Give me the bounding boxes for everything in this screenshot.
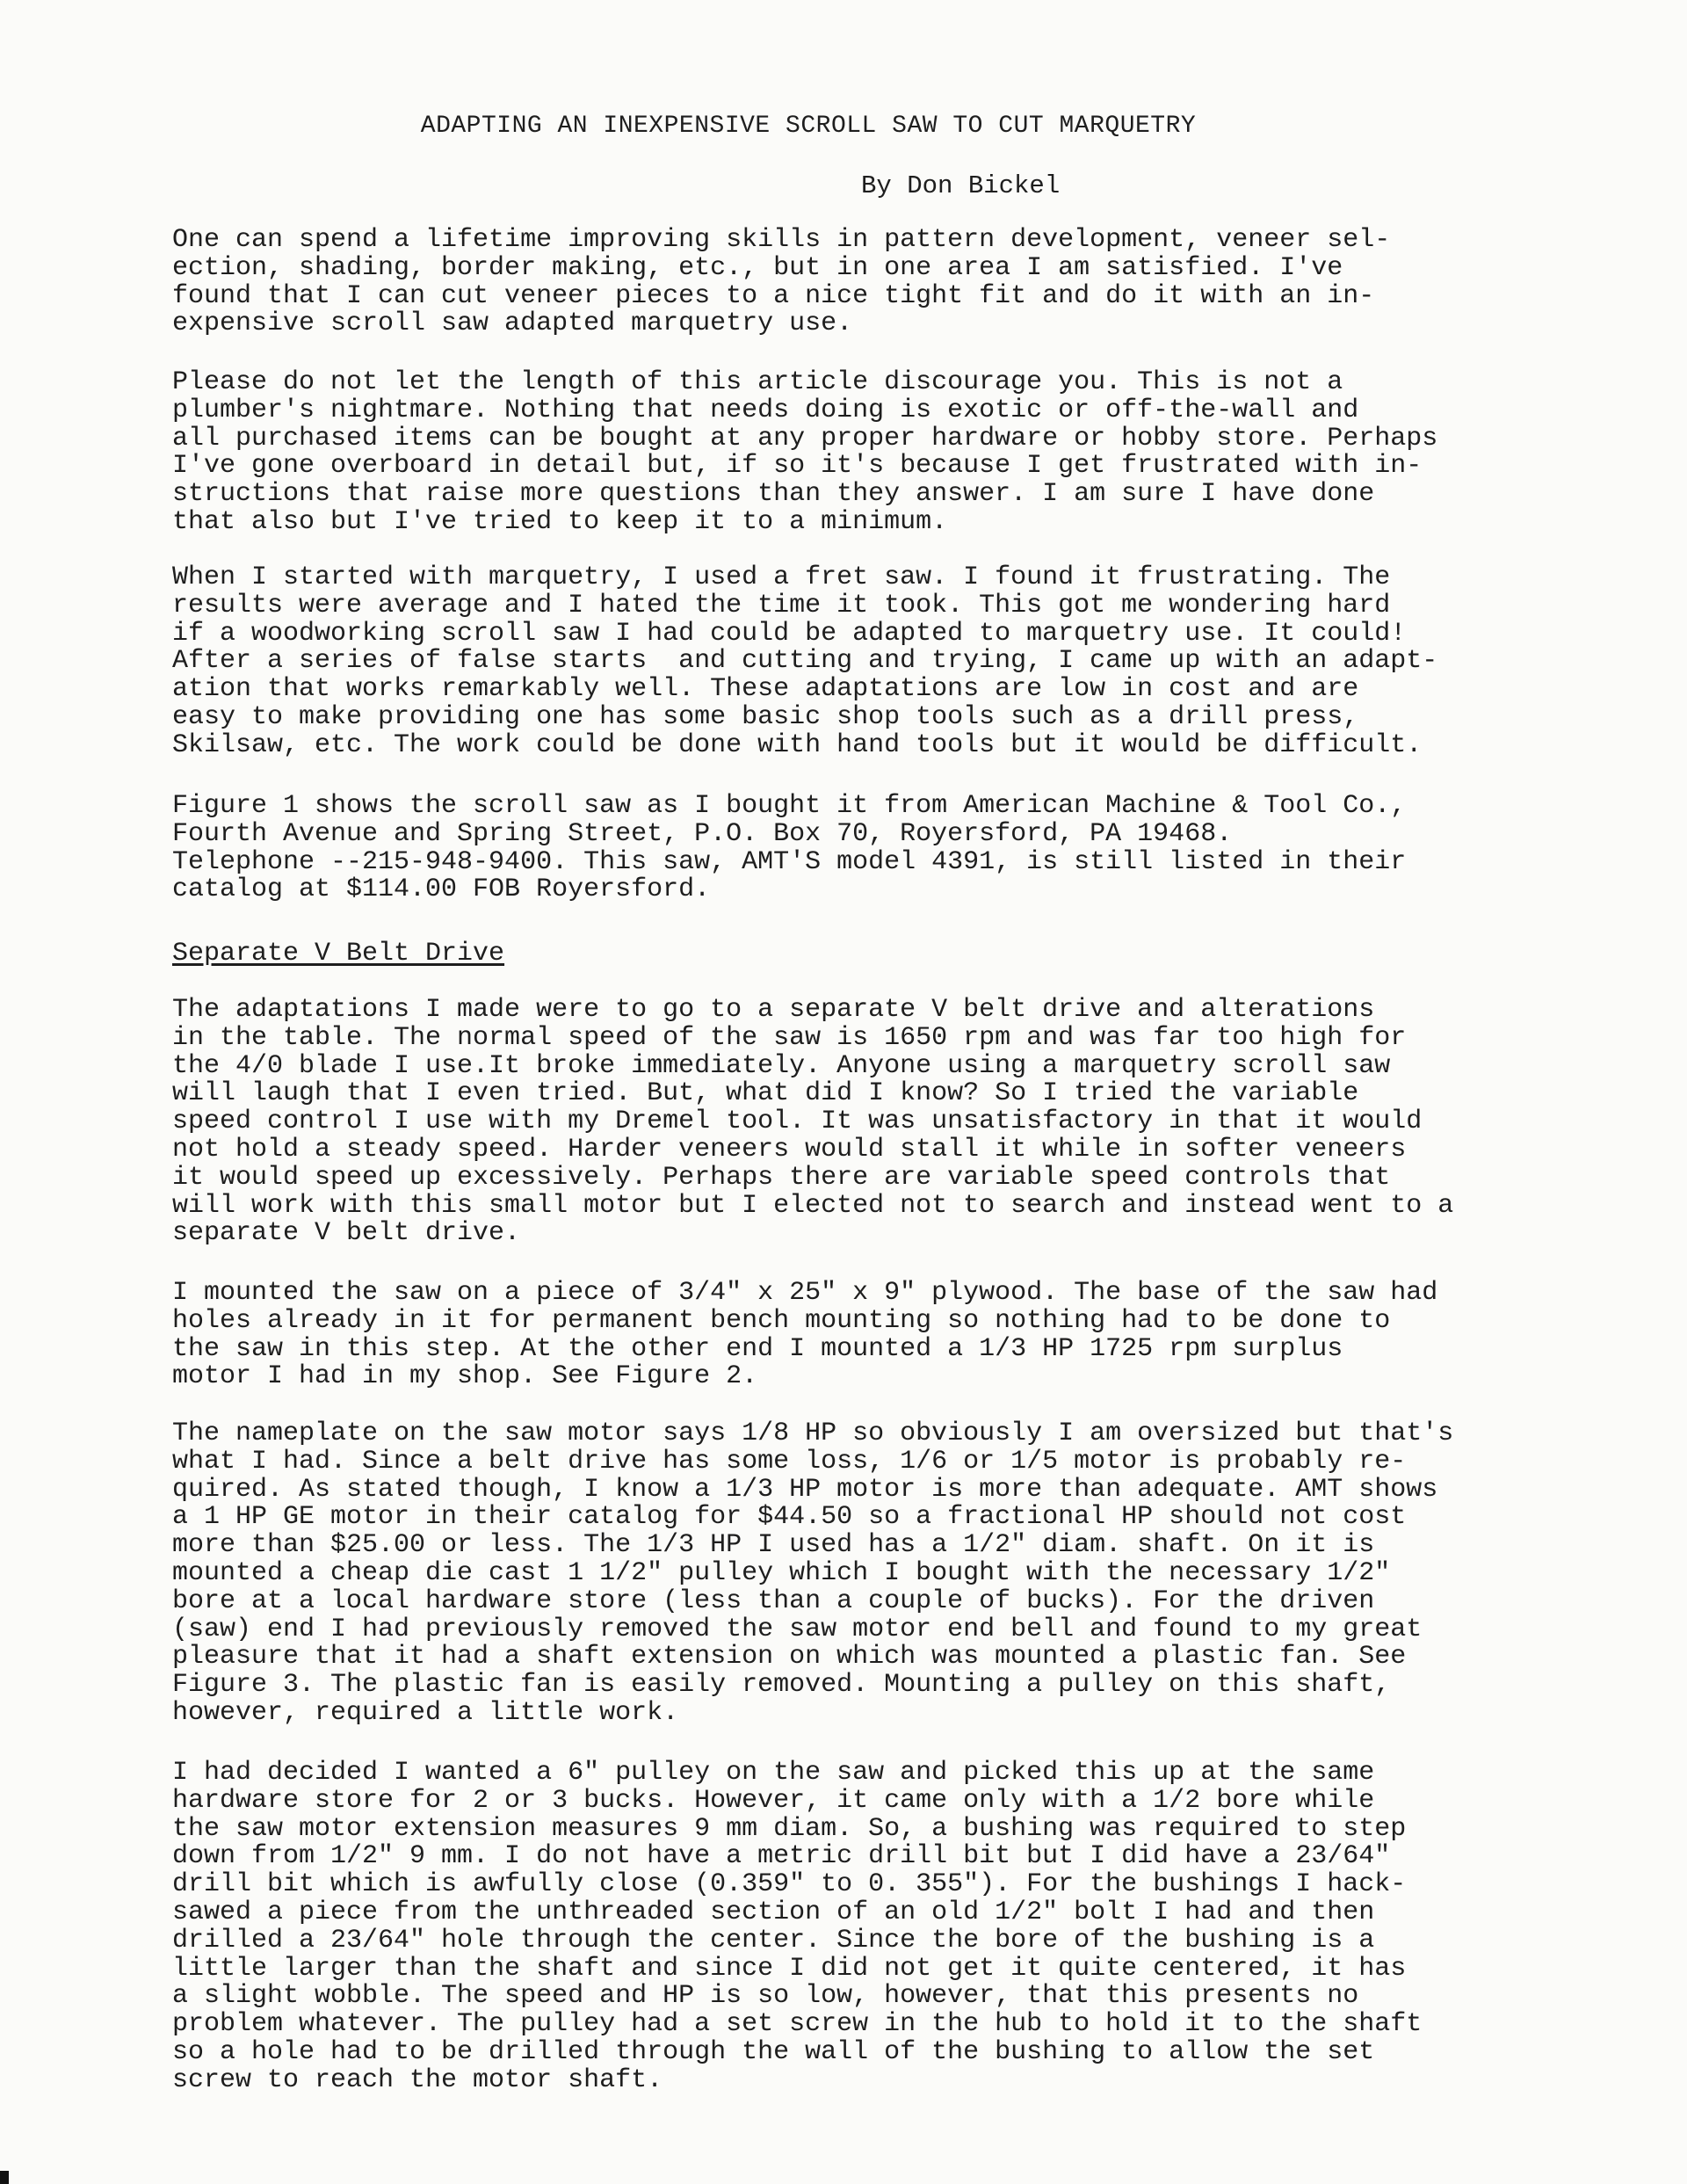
- paragraph-nameplate: The nameplate on the saw motor says 1/8 HP so obviously I am oversized but that's what I had. Since a belt drive has some loss, 1/6 or 1/5 motor is probably re- quired. As stated though, I know a 1/3 HP motor is more than adequate. AMT shows a 1 HP GE motor in their catalog for $44.50 so a fractional HP should not cost more than $25.00 or less. The 1/3 HP I used has a 1/2" diam. shaft. On it is mounted a cheap die cast 1 1/2" pulley which I bought with the necessary 1/2" bore at a local hardware store (less than a couple of bucks). For the driven (saw) end I had previously removed the saw motor end bell and found to my great pleasure that it had a shaft extension on which was mounted a plastic fan. See Figure 3. The plastic fan is easily removed. Mounting a pulley on this shaft, however, required a little work.: [172, 1419, 1454, 1728]
- author-byline: By Don Bickel: [861, 171, 1061, 200]
- paragraph-adaptations: The adaptations I made were to go to a separate V belt drive and alterations in the table. The normal speed of the saw is 1650 rpm and was far too high for the 4/0 blade I use.It broke immediately. Anyone using a marquetry scroll saw will laugh that I even tried. But, what did I know? So I tried the variable speed control I use with my Dremel tool. It was unsatisfactory in that it would not hold a steady speed. Harder veneers would stall it while in softer veneers it would speed up excessively. Perhaps there are variable speed controls that will work with this small motor but I elected not to search and instead went to a separate V belt drive.: [172, 995, 1454, 1249]
- paragraph-figure-1: Figure 1 shows the scroll saw as I bought it from American Machine & Tool Co., Fourth Avenue and Spring Street, P.O. Box 70, Royersford, PA 19468. Telephone --215-948-9400. This saw, AMT'S model 4391, is still listed in their catalog at $114.00 FOB Royersford.: [172, 791, 1407, 905]
- article-title: ADAPTING AN INEXPENSIVE SCROLL SAW TO CUT MARQUETRY: [420, 112, 1197, 140]
- paragraph-fret-saw: When I started with marquetry, I used a fret saw. I found it frustrating. The results were average and I hated the time it took. This got me wondering hard if a woodworking scroll saw I had could be adapted to marquetry use. It could! After a series of false starts and cutting and trying, I came up with an adapt- ation that works remarkably well. These adaptations are low in cost and are easy to make providing one has some basic shop tools such as a drill press, Skilsaw, etc. The work could be done with hand tools but it would be difficult.: [172, 562, 1438, 760]
- paragraph-mounting: I mounted the saw on a piece of 3/4" x 25" x 9" plywood. The base of the saw had holes already in it for permanent bench mounting so nothing had to be done to the saw in this step. At the other end I mounted a 1/3 HP 1725 rpm surplus motor I had in my shop. See Figure 2.: [172, 1278, 1438, 1392]
- section-heading: Separate V Belt Drive: [172, 939, 505, 969]
- scan-edge-mark: [0, 2171, 9, 2184]
- paragraph-length-note: Please do not let the length of this article discourage you. This is not a plumber's nightmare. Nothing that needs doing is exotic or off-the-wall and all purchased items can be bought at any proper hardware or hobby store. Perhaps I've gone overboard in detail but, if so it's because I get frustrated with in- structions that raise more questions than they answer. I am sure I have done that also but I've tried to keep it to a minimum.: [172, 367, 1438, 537]
- paragraph-pulley: I had decided I wanted a 6" pulley on the saw and picked this up at the same hardware store for 2 or 3 bucks. However, it came only with a 1/2 bore while the saw motor extension measures 9 mm diam. So, a bushing was required to step down from 1/2" 9 mm. I do not have a metric drill bit but I did have a 23/64" drill bit which is awfully close (0.359" to 0. 355"). For the bushings I hack- sawed a piece from the unthreaded section of an old 1/2" bolt I had and then drilled a 23/64" hole through the center. Since the bore of the bushing is a little larger than the shaft and since I did not get it quite centered, it has a slight wobble. The speed and HP is so low, however, that this presents no problem whatever. The pulley had a set screw in the hub to hold it to the shaft so a hole had to be drilled through the wall of the bushing to allow the set screw to reach the motor shaft.: [172, 1758, 1423, 2095]
- paragraph-intro: One can spend a lifetime improving skills in pattern development, veneer sel- ection, shading, border making, etc., but in one area I am satisfied. I've found that I can cut veneer pieces to a nice tight fit and do it with an in- expensive scroll saw adapted marquetry use.: [172, 225, 1391, 339]
